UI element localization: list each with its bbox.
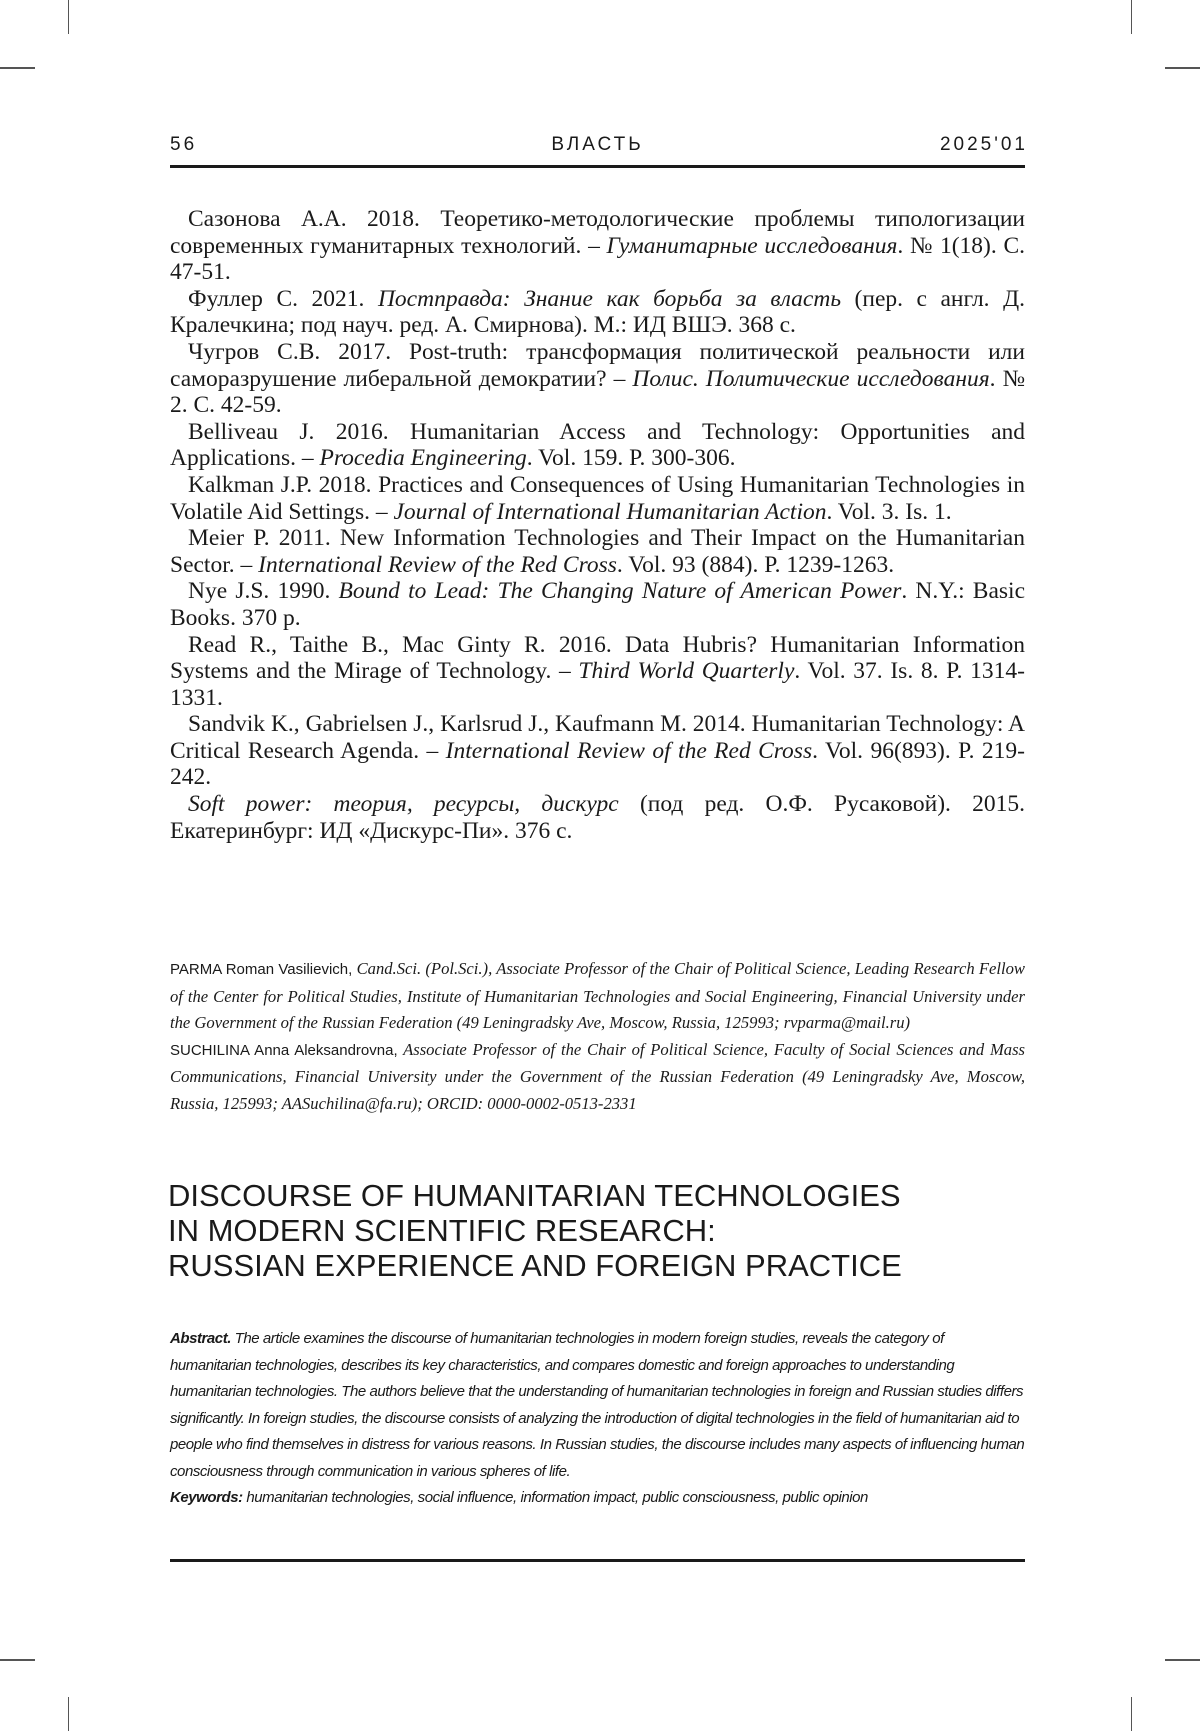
reference-item: [170, 206, 1025, 286]
issue-number: 2025'01: [940, 134, 1028, 156]
abstract-block: [170, 1326, 1025, 1512]
article-title: [168, 1178, 1048, 1283]
journal-name: ВЛАСТЬ: [551, 134, 643, 156]
crop-mark: [1165, 1659, 1200, 1661]
reference-title: Journal of International Humanitarian Action: [393, 499, 826, 525]
reference-text: (под ред. О.Ф. Русаковой). 2015. Екатеринбург: ИД «Дискурс-Пи». 376 с.: [170, 791, 1025, 844]
reference-item: [170, 286, 1025, 339]
reference-text: Belliveau J. 2016. Humanitarian Access and Technology: Opportunities and Applications. –: [170, 419, 1025, 472]
reference-item: [170, 339, 1025, 419]
reference-text: . Vol. 3. Is. 1.: [826, 499, 951, 525]
reference-text: Nye J.S. 1990.: [188, 578, 339, 604]
author-name: PARMA Roman Vasilievich,: [170, 961, 352, 978]
abstract: [170, 1326, 1025, 1485]
reference-text: . Vol. 93 (884). P. 1239-1263.: [617, 552, 894, 578]
reference-title: Гуманитарные исследования: [607, 233, 898, 259]
reference-text: Сазонова А.А. 2018. Теоретико-методологические проблемы типологизации современных гуманитарных технологий. –: [170, 206, 1025, 259]
title-line: RUSSIAN EXPERIENCE AND FOREIGN PRACTICE: [168, 1248, 1048, 1283]
reference-item: [170, 472, 1025, 525]
reference-title: Bound to Lead: The Changing Nature of American Power: [339, 578, 902, 604]
author-entry: [170, 956, 1025, 1037]
reference-title: Полис. Политические исследования: [632, 366, 989, 392]
author-name: SUCHILINA Anna Aleksandrovna,: [170, 1042, 398, 1059]
reference-text: . Vol. 37. Is. 8. P. 1314-1331.: [170, 658, 1025, 711]
reference-title: Procedia Engineering: [319, 445, 526, 471]
reference-title: Third World Quarterly: [578, 658, 794, 684]
bottom-rule: [170, 1559, 1025, 1562]
reference-text: . Vol. 159. P. 300-306.: [527, 445, 736, 471]
reference-item: [170, 419, 1025, 472]
page-number: 56: [170, 134, 197, 156]
author-entry: [170, 1037, 1025, 1118]
crop-mark: [0, 67, 35, 69]
reference-text: Sandvik K., Gabrielsen J., Karlsrud J., Kaufmann M. 2014. Humanitarian Technology: A Critical Research Agenda. –: [170, 711, 1025, 764]
reference-text: . N.Y.: Basic Books. 370 p.: [170, 578, 1025, 631]
reference-item: [170, 525, 1025, 578]
reference-text: Чугров С.В. 2017. Post-truth: трансформация политической реальности или саморазрушение либеральной демократии? –: [170, 339, 1025, 392]
reference-text: . № 1(18). С. 47-51.: [170, 233, 1025, 286]
reference-title: Soft power: теория, ресурсы, дискурс: [188, 791, 619, 817]
reference-item: [170, 632, 1025, 712]
reference-title: Постправда: Знание как борьба за власть: [378, 286, 841, 312]
keywords-text: humanitarian technologies, social influence, information impact, public consciousness, public opinion: [243, 1489, 868, 1506]
reference-title: International Review of the Red Cross: [446, 738, 812, 764]
reference-text: Kalkman J.P. 2018. Practices and Consequences of Using Humanitarian Technologies in Volatile Aid Settings. –: [170, 472, 1025, 525]
title-line: IN MODERN SCIENTIFIC RESEARCH:: [168, 1213, 1048, 1248]
keywords-label: Keywords:: [170, 1489, 243, 1506]
keywords: [170, 1485, 1025, 1512]
reference-item: [170, 791, 1025, 844]
crop-mark: [1165, 67, 1200, 69]
author-info: [170, 956, 1025, 1117]
author-details: Cand.Sci. (Pol.Sci.), Associate Professor of the Chair of Political Science, Leading Research Fellow of the Center for Political Studies, Institute of Humanitarian Technologies and Social Engineering, Financial University under the Government of the Russian Federation (49 Leningradsky Ave, Moscow, Russia, 125993; rvparma@mail.ru): [170, 959, 1025, 1032]
reference-text: . № 2. С. 42-59.: [170, 366, 1025, 419]
crop-mark: [0, 1659, 35, 1661]
running-header: [170, 134, 1025, 158]
reference-list: [170, 206, 1025, 844]
crop-mark: [1131, 1697, 1132, 1731]
reference-text: . Vol. 96(893). P. 219-242.: [170, 738, 1025, 791]
reference-item: [170, 711, 1025, 791]
title-line: DISCOURSE OF HUMANITARIAN TECHNOLOGIES: [168, 1178, 1048, 1213]
crop-mark: [68, 1697, 69, 1731]
reference-text: (пер. с англ. Д. Кралечкина; под науч. ред. А. Смирнова). М.: ИД ВШЭ. 368 с.: [170, 286, 1025, 339]
header-rule: [170, 165, 1025, 168]
reference-text: Read R., Taithe B., Mac Ginty R. 2016. Data Hubris? Humanitarian Information Systems and the Mirage of Technology. –: [170, 632, 1025, 685]
abstract-label: Abstract.: [170, 1330, 231, 1347]
crop-mark: [68, 0, 69, 34]
abstract-text: The article examines the discourse of humanitarian technologies in modern foreign studies, reveals the category of humanitarian technologies, describes its key characteristics, and compares domestic and foreign approaches to understanding humanitarian technologies. The authors believe that the understanding of humanitarian technologies in foreign and Russian studies differs significantly. In foreign studies, the discourse consists of analyzing the introduction of digital technologies in the field of humanitarian aid to people who find themselves in distress for various reasons. In Russian studies, the discourse includes many aspects of influencing human consciousness through communication in various spheres of life.: [170, 1330, 1024, 1480]
reference-item: [170, 578, 1025, 631]
reference-text: Фуллер С. 2021.: [188, 286, 378, 312]
reference-title: International Review of the Red Cross: [258, 552, 617, 578]
crop-mark: [1131, 0, 1132, 34]
reference-text: Meier P. 2011. New Information Technologies and Their Impact on the Humanitarian Sector. –: [170, 525, 1025, 578]
author-details: Associate Professor of the Chair of Political Science, Faculty of Social Sciences and Mass Communications, Financial University under the Government of the Russian Federation (49 Leningradsky Ave, Moscow, Russia, 125993; AASuchilina@fa.ru); ORCID: 0000-0002-0513-2331: [170, 1040, 1025, 1113]
